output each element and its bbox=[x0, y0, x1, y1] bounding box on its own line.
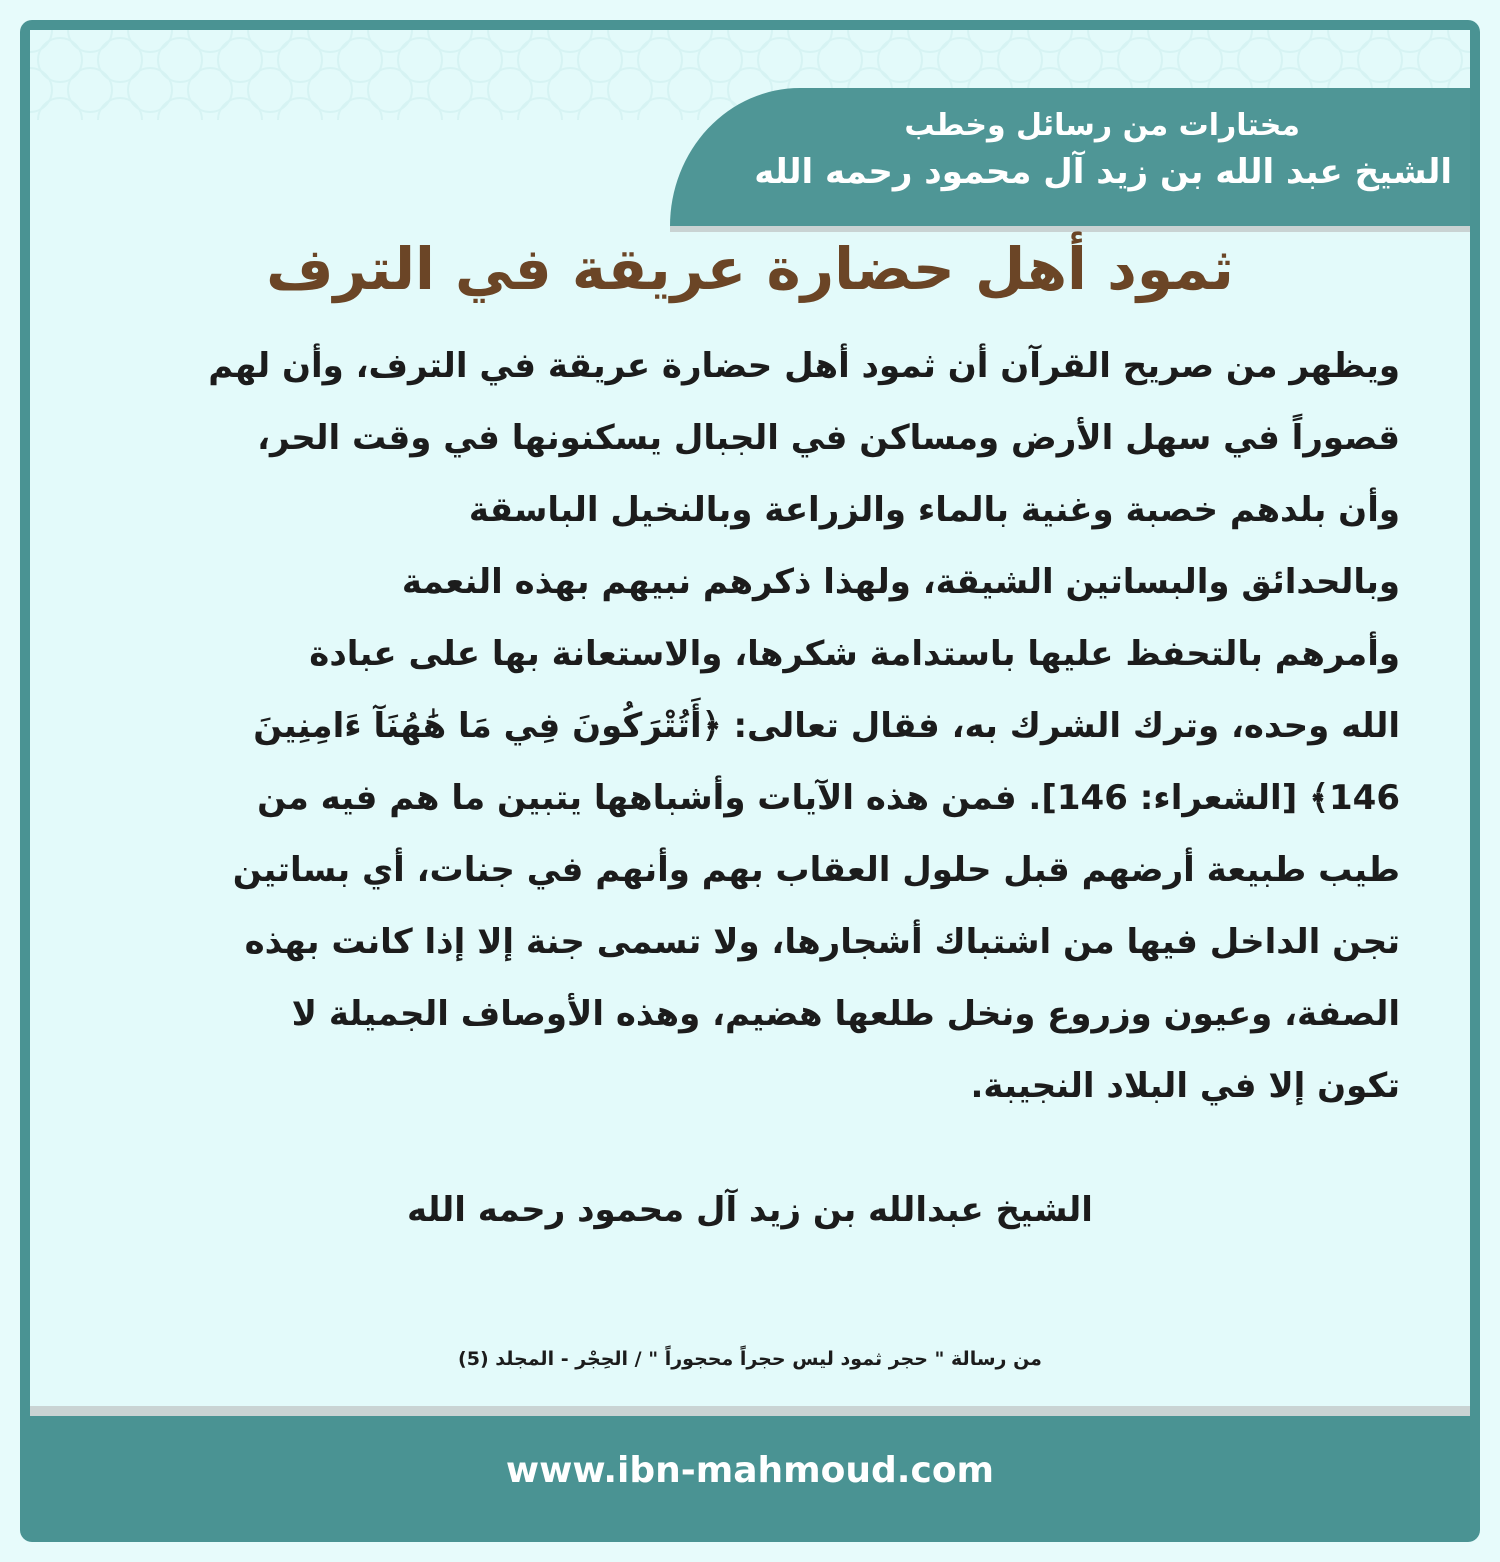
website-link[interactable]: www.ibn-mahmoud.com bbox=[505, 1450, 995, 1491]
body-line: وأمرهم بالتحفظ عليها باستدامة شكرها، والاستعانة بها على عبادة bbox=[309, 634, 1400, 674]
body-line: تجن الداخل فيها من اشتباك أشجارها، ولا تسمى جنة إلا إذا كانت بهذه bbox=[244, 922, 1400, 962]
header-author-name: الشيخ عبد الله بن زيد آل محمود رحمه الله bbox=[754, 152, 1452, 192]
footer-divider bbox=[30, 1406, 1470, 1416]
article-title: ثمود أهل حضارة عريقة في الترف bbox=[266, 235, 1234, 303]
body-line: الله وحده، وترك الشرك به، فقال تعالى: ﴿أَتُتْرَكُونَ فِي مَا هَٰهُنَآ ءَامِنِينَ bbox=[253, 706, 1400, 746]
body-line: تكون إلا في البلاد النجيبة. bbox=[970, 1066, 1400, 1106]
article-body bbox=[110, 330, 1400, 1122]
header-series-title: مختارات من رسائل وخطب bbox=[904, 108, 1300, 143]
body-line: قصوراً في سهل الأرض ومساكن في الجبال يسكنونها في وقت الحر، bbox=[257, 418, 1400, 458]
content-panel bbox=[30, 30, 1470, 1410]
source-citation: من رسالة " حجر ثمود ليس حجراً محجوراً " / الحِجْر - المجلد (5) bbox=[458, 1348, 1042, 1370]
body-line: الصفة، وعيون وزروع ونخل طلعها هضيم، وهذه الأوصاف الجميلة لا bbox=[291, 994, 1400, 1034]
body-line: طيب طبيعة أرضهم قبل حلول العقاب بهم وأنهم في جنات، أي بساتين bbox=[232, 850, 1400, 890]
body-line: ويظهر من صريح القرآن أن ثمود أهل حضارة عريقة في الترف، وأن لهم bbox=[208, 346, 1400, 386]
body-line: 146﴾ [الشعراء: 146]. فمن هذه الآيات وأشباهها يتبين ما هم فيه من bbox=[257, 778, 1400, 818]
body-line: وبالحدائق والبساتين الشيقة، ولهذا ذكرهم نبيهم بهذه النعمة bbox=[401, 562, 1400, 602]
header-banner bbox=[670, 88, 1470, 232]
author-signature: الشيخ عبدالله بن زيد آل محمود رحمه الله bbox=[407, 1190, 1093, 1230]
body-line: وأن بلدهم خصبة وغنية بالماء والزراعة وبالنخيل الباسقة bbox=[468, 490, 1400, 530]
